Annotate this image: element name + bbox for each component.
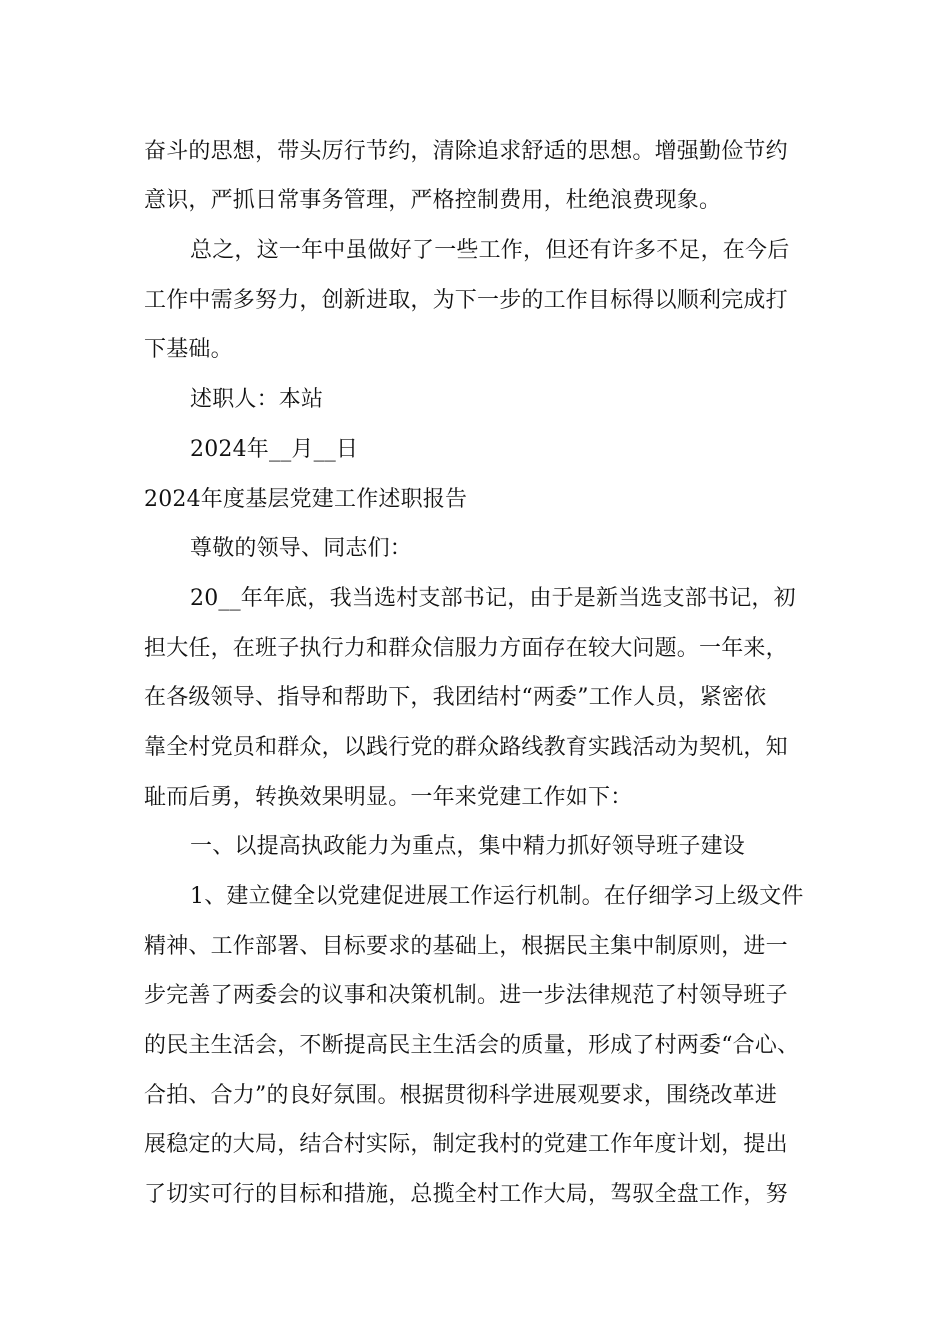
text-line: 意识，严抓日常事务管理，严格控制费用，杜绝浪费现象。	[144, 188, 722, 213]
text-line: 担大任，在班子执行力和群众信服力方面存在较大问题。一年来，	[144, 636, 788, 661]
text-line: 在各级领导、指导和帮助下，我团结村“两委”工作人员，紧密依	[144, 685, 767, 710]
salutation: 尊敬的领导、同志们：	[190, 536, 413, 561]
text-line: 总之，这一年中虽做好了一些工作，但还有许多不足，在今后	[190, 238, 790, 263]
date-line: 2024年__月__日	[190, 437, 359, 462]
text-line: 合拍、合力”的良好氛围。根据贯彻科学进展观要求，围绕改革进	[144, 1083, 778, 1108]
text-line: 工作中需多努力，创新进取，为下一步的工作目标得以顺利完成打	[144, 288, 788, 313]
text-line: 展稳定的大局，结合村实际，制定我村的党建工作年度计划，提出	[144, 1132, 788, 1157]
text-line: 步完善了两委会的议事和决策机制。进一步法律规范了村领导班子	[144, 983, 788, 1008]
text-line: 靠全村党员和群众，以践行党的群众路线教育实践活动为契机，知	[144, 735, 788, 760]
text-line: 的民主生活会，不断提高民主生活会的质量，形成了村两委“合心、	[144, 1033, 800, 1058]
text-line: 精神、工作部署、目标要求的基础上，根据民主集中制原则，进一	[144, 934, 788, 959]
text-line: 1、建立健全以党建促进展工作运行机制。在仔细学习上级文件	[190, 884, 804, 909]
report-title: 2024年度基层党建工作述职报告	[144, 487, 468, 512]
text-line: 下基础。	[144, 337, 233, 362]
text-line: 耻而后勇，转换效果明显。一年来党建工作如下：	[144, 785, 633, 810]
text-line: 奋斗的思想，带头厉行节约，清除追求舒适的思想。增强勤俭节约	[144, 139, 788, 164]
text-line: 了切实可行的目标和措施，总揽全村工作大局，驾驭全盘工作，努	[144, 1182, 788, 1207]
signature-line: 述职人：本站	[190, 387, 324, 412]
text-line: 20__年年底，我当选村支部书记，由于是新当选支部书记，初	[190, 586, 796, 611]
section-heading: 一、以提高执政能力为重点，集中精力抓好领导班子建设	[190, 834, 746, 859]
